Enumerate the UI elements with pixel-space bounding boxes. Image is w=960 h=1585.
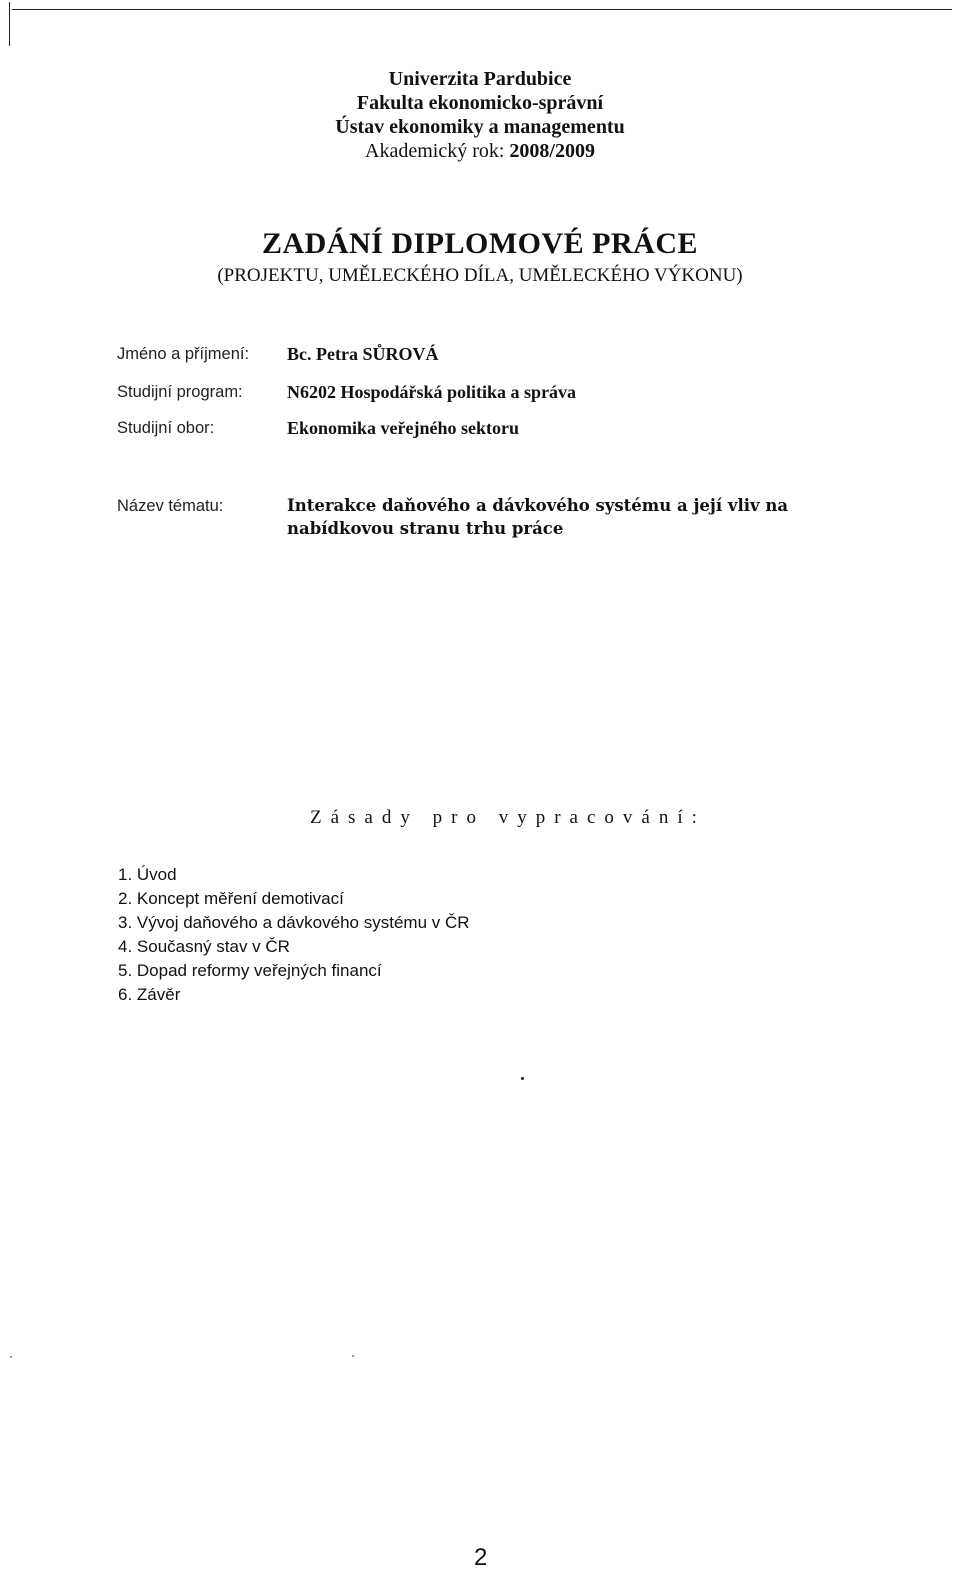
academic-year-value: 2008/2009 <box>509 140 595 162</box>
list-item: 4. Současný stav v ČR <box>118 937 290 956</box>
principles-list <box>118 863 470 1007</box>
title-main: ZADÁNÍ DIPLOMOVÉ PRÁCE <box>261 227 698 260</box>
left-margin-mark <box>9 2 10 46</box>
page-number: 2 <box>474 1544 488 1571</box>
academic-year-label: Akademický rok: <box>365 140 505 162</box>
field-value: Ekonomika veřejného sektoru <box>287 418 520 438</box>
list-item: 3. Vývoj daňového a dávkového systému v ČR <box>118 913 470 932</box>
title-sub: (PROJEKTU, UMĚLECKÉHO DÍLA, UMĚLECKÉHO VÝKONU) <box>217 265 743 286</box>
list-item: 5. Dopad reformy veřejných financí <box>118 961 382 980</box>
academic-year <box>0 139 960 163</box>
list-item: 1. Úvod <box>118 865 177 884</box>
field-label: Studijní obor: <box>117 419 215 437</box>
document-title <box>0 226 960 288</box>
program-label: Studijní program: <box>117 383 243 401</box>
document-header <box>0 67 960 163</box>
faculty-name: Fakulta ekonomicko-správní <box>356 92 604 114</box>
name-value: Bc. Petra SŮROVÁ <box>287 344 439 364</box>
scan-speck <box>521 1077 524 1080</box>
principles-heading: Zásady pro vypracování: <box>310 807 706 828</box>
university-name: Univerzita Pardubice <box>388 68 572 90</box>
name-label: Jméno a příjmení: <box>117 345 250 363</box>
program-value: N6202 Hospodářská politika a správa <box>287 382 577 402</box>
top-rule <box>12 9 952 10</box>
list-item: 2. Koncept měření demotivací <box>118 889 344 908</box>
scan-speck <box>10 1356 12 1358</box>
topic-value: Interakce daňového a dávkového systému a její vliv na nabídkovou stranu trhu práce <box>287 496 789 538</box>
list-item: 6. Závěr <box>118 985 181 1004</box>
institute-name: Ústav ekonomiky a managementu <box>335 116 625 138</box>
topic-label: Název tématu: <box>117 497 224 515</box>
scan-speck <box>352 1355 354 1357</box>
